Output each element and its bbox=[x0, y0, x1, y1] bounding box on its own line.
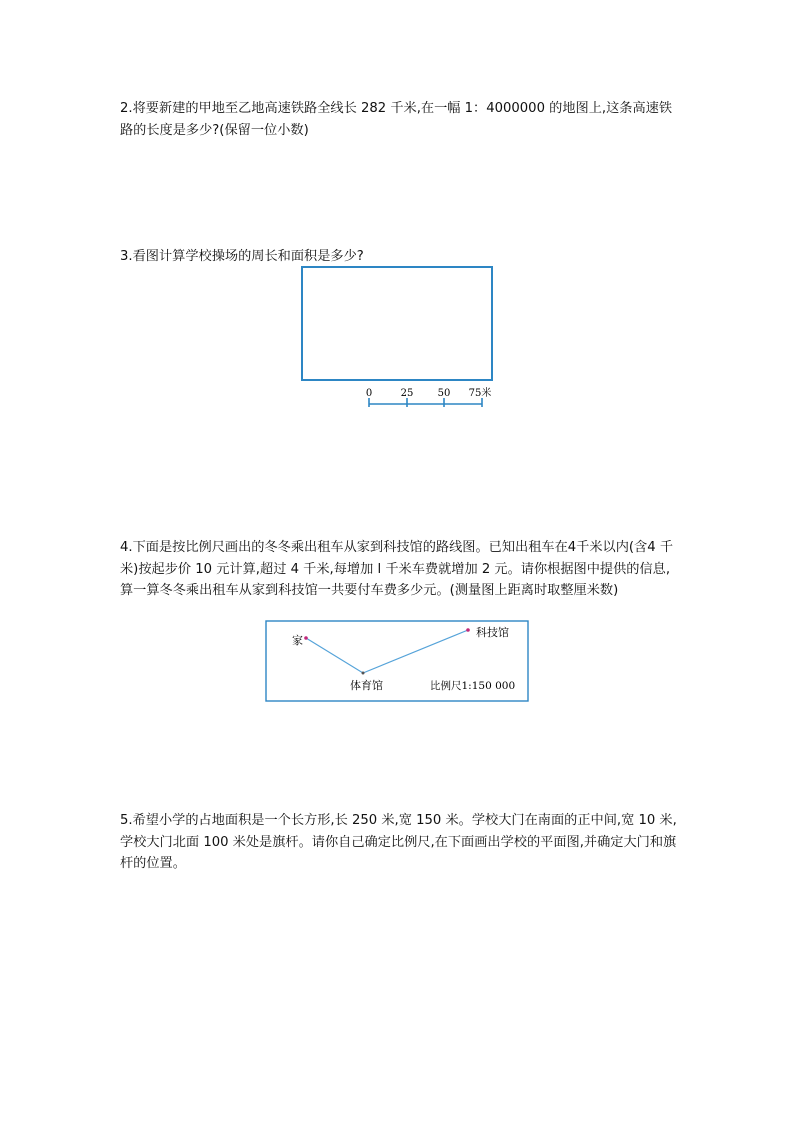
question-3: 3.看图计算学校操场的周长和面积是多少? bbox=[120, 249, 364, 264]
home-label: 家 bbox=[292, 634, 303, 647]
home-point bbox=[304, 636, 308, 640]
playground-figure bbox=[290, 262, 510, 414]
scale-bar bbox=[366, 386, 492, 407]
museum-label: 科技馆 bbox=[476, 626, 509, 639]
scale-tick-label: 75米 bbox=[468, 388, 492, 399]
stadium-label: 体育馆 bbox=[350, 679, 383, 692]
question-4: 4.下面是按比例尺画出的冬冬乘出租车从家到科技馆的路线图。已知出租车在4千米以内(含4 千米)按起步价 10 元计算,超过 4 千米,每增加 l 千米车费就增加 2 元。请你根据图中提供的信息,算一算冬冬乘出租车从家到科技馆一共要付车费多少元。(测量图上距离时取整厘米数) bbox=[120, 540, 674, 598]
route-line bbox=[306, 630, 468, 673]
route-map bbox=[264, 619, 530, 703]
scale-tick-label: 25 bbox=[400, 388, 414, 399]
scale-tick-label: 0 bbox=[365, 388, 373, 399]
playground-rectangle bbox=[302, 267, 492, 380]
question-5: 5.希望小学的占地面积是一个长方形,长 250 米,宽 150 米。学校大门在南面的正中间,宽 10 米,学校大门北面 100 米处是旗杆。请你自己确定比例尺,在下面画出学校的平面图,并确定大门和旗杆的位置。 bbox=[120, 813, 677, 871]
map-scale-label: 比例尺1:150 000 bbox=[430, 680, 516, 692]
scale-tick-label: 50 bbox=[437, 388, 451, 399]
question-2: 2.将要新建的甲地至乙地高速铁路全线长 282 千米,在一幅 1：4000000 的地图上,这条高速铁路的长度是多少?(保留一位小数) bbox=[120, 101, 673, 138]
museum-point bbox=[466, 628, 470, 632]
stadium-point bbox=[362, 672, 365, 675]
